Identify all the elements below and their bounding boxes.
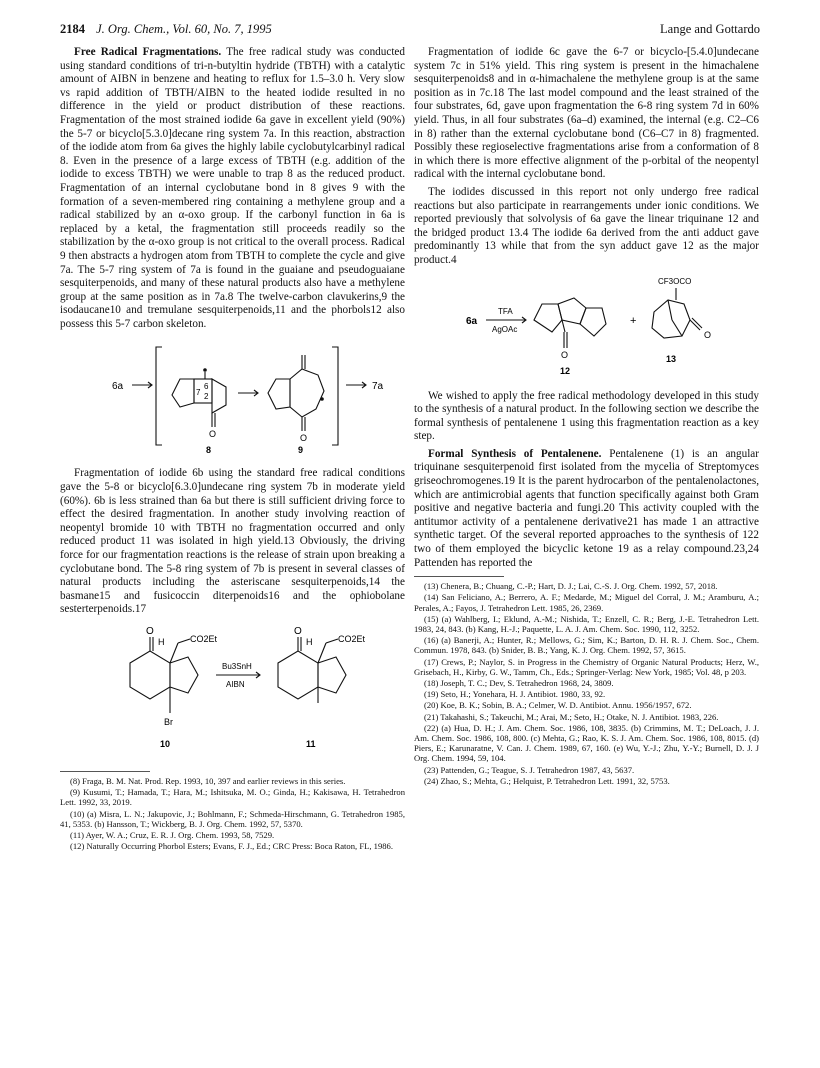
footnote: (15) (a) Wahlberg, I.; Eklund, A.-M.; Nishida, T.; Enzell, C. R.; Berg, J.-E. Tetrahedron Lett. 1983, 24, 843. (b) Kang, H.-J.; Paquette, L. A. J. Am. Chem. Soc. 1990, 112, 3252.: [414, 613, 759, 635]
scheme2-hydrogen-10: H: [158, 637, 165, 647]
compound-label-10: 10: [160, 739, 171, 749]
footnote: (17) Crews, P.; Naylor, S. in Progress in the Chemistry of Organic Natural Products; Herz, W., Grisebach, H., Kirby, G. W., Tamm, Ch., Eds.; Springer-Verlag: New York, 1985; Vol. 48, p 203.: [414, 656, 759, 677]
locant-2: 2: [204, 392, 209, 402]
compound-label-13: 13: [666, 353, 677, 364]
paragraph-6b-fragmentation: Fragmentation of iodide 6b using the standard free radical conditions gave the 5-8 or bicyclo[6.3.0]undecane ring system 7b in moderate yield (60%). 6b is less strained than 6a but there is still sufficient driving force to effect the desired fragmentation. In another study involving reaction of neopentyl bromide 10 with TBTH no fragmentation occurred and only reduced product 11 was isolated in high yield.13 Obviously, the driving force for our fragmentation reactions is the release of strain upon breaking a cyclobutane bond. The 5-8 ring system of 7b is present in several classes of natural products including the asteriscane sesquiterpenoids,14 the basmane15 and fusicoccin diterpenoids16 and the ophiobolane sesterterpenoids.17: [60, 467, 405, 616]
scheme1-oxygen-8: O: [209, 429, 217, 440]
footnote: (16) (a) Banerji, A.; Hunter, R.; Mellows, G.; Sim, K.; Barton, D. H. R. J. Chem. Soc., Chem. Commun. 1978, 843. (b) Snider, B. B.; Yang, K. J. Org. Chem. 1992, 57, 3615.: [414, 635, 759, 656]
section-heading-free-radical: Free Radical Fragmentations.: [74, 46, 222, 58]
journal-citation: J. Org. Chem., Vol. 60, No. 7, 1995: [96, 22, 272, 36]
footnote: (14) San Feliciano, A.; Berrero, A. F.; Medarde, M.; Miguel del Corral, J. M.; Aramburu, A.; Perales, A.; Fayos, J. Tetrahedron Lett. 1985, 26, 2369.: [414, 592, 759, 613]
paragraph-free-radical: [60, 46, 405, 331]
scheme3-trifluoroacetate: CF3OCO: [658, 276, 692, 286]
paragraph-6c-fragmentation: Fragmentation of iodide 6c gave the 6-7 or bicyclo-[5.4.0]undecane system 7c in 51% yield. This ring system is present in the himachalene sesquiterpenoids8 and in α-himachalene the methylene group is at the same position as in 7c.18 The last model compound and the least strained of the four substrates, 6d, gave upon fragmentation the 6-8 ring system 7d in 60% yield. Thus, in all four substrates (6a–d) examined, the internal (e.g. C2–C6 in 8) rather than the external cyclobutane bond (C6–C7 in 8) fragmented. Possibly these regioselective fragmentations arise from a conformation of 8 in which there is more effective alignment of the p-orbital of the neopentyl radical with the internal cyclobutane bond.: [414, 46, 759, 181]
running-authors: Lange and Gottardo: [660, 22, 760, 36]
page-number: 2184: [60, 22, 85, 36]
scheme-neopentyl-reduction: [60, 623, 405, 763]
footnotes-right: [414, 581, 759, 786]
paragraph-pentalenene: [414, 448, 759, 570]
scheme2-reagent-aibn: AIBN: [226, 680, 245, 689]
footnote: (19) Seto, H.; Yonehara, H. J. Antibiot. 1980, 33, 92.: [424, 689, 606, 700]
right-column: [414, 46, 759, 787]
compound-label-11: 11: [306, 739, 316, 749]
footnote: (11) Ayer, W. A.; Cruz, E. R. J. Org. Chem. 1993, 58, 7529.: [70, 830, 275, 841]
footnote: (13) Chenera, B.; Chuang, C.-P.; Hart, D. J.; Lai, C.-S. J. Org. Chem. 1992, 57, 2018.: [424, 581, 718, 592]
compound-label-12: 12: [560, 365, 571, 376]
footnote: (24) Zhao, S.; Mehta, G.; Helquist, P. Tetrahedron Lett. 1991, 32, 5753.: [424, 775, 670, 786]
scheme2-oxygen-10: O: [146, 626, 154, 637]
footnote-rule-left: [60, 771, 150, 772]
scheme3-plus: +: [630, 314, 637, 327]
locant-6: 6: [204, 382, 209, 392]
scheme3-oxygen-13: O: [704, 329, 712, 340]
footnote: (8) Fraga, B. M. Nat. Prod. Rep. 1993, 10, 397 and earlier reviews in this series.: [70, 776, 346, 786]
left-column: [60, 46, 405, 852]
scheme2-ester-10: CO2Et: [190, 634, 218, 644]
footnote-rule-right: [414, 576, 504, 577]
footnote: (23) Pattenden, G.; Teague, S. J. Tetrahedron 1987, 43, 5637.: [424, 764, 635, 775]
scheme2-oxygen-11: O: [294, 626, 302, 637]
footnote: (18) Joseph, T. C.; Dev, S. Tetrahedron 1968, 24, 3809.: [424, 678, 614, 689]
footnote: (12) Naturally Occurring Phorbol Esters; Evans, F. J., Ed.; CRC Press: Boca Raton, FL, 1986.: [70, 841, 393, 852]
paragraph-methodology: We wished to apply the free radical methodology developed in this study to the synthesis of a natural product. In the following section we describe the formal synthesis of pentalenene 1 using this fragmentation reaction as a key step.: [414, 389, 759, 443]
compound-label-8: 8: [206, 445, 212, 456]
scheme2-reagent-tin-hydride: Bu3SnH: [222, 662, 252, 671]
footnote: (20) Koe, B. K.; Sobin, B. A.; Celmer, W. D. Antibiot. Annu. 1956/1957, 672.: [424, 700, 692, 711]
footnote: (22) (a) Hua, D. H.; J. Am. Chem. Soc. 1986, 108, 3835. (b) Crimmins, M. T.; DeLoach, J. J. Am. Chem. Soc. 1986, 108, 800. (c) Mehta, G.; Rao, K. S. J. Am. Chem. Soc. 1986, 108, 8015. (d) Piers, E.; Karunaratne, V. Can. J. Chem. 1989, 67, 160. (e) Wu, Y.-J.; Zhu, Y.-Y.; Burnell, D. J. J Org. Chem. 1994, 59, 104.: [414, 722, 759, 764]
scheme-radical-fragmentation: [60, 337, 405, 459]
paragraph-text: The free radical study was conducted using standard conditions of tri-n-butyltin hydride (TBTH) with a catalytic amount of AIBN in benzene and heating to reflux for 1.5–3.0 h. Very slow vs rapid addition of TBTH/AIBN to the heated iodide resulted in no difference in the yield or product distribution of these reactions. Fragmentation of the most strained iodide 6a gave in excellent yield (90%) the 5-7 or bicyclo[5.3.0]decane ring system 7a. In this reaction, abstraction of the iodide atom from 6a gives the highly labile cyclobutylcarbinyl radical 8. Even in the presence of a large excess of TBTH (e.g. addition of the iodide to excess TBTH) we were unable to trap 8 as the reduced product. Fragmentation of an internal cyclobutane bond in 8 gives 9 with the formation of a seven-membered ring containing a methylene group and a radical stabilized by an α-oxo group. If the carbonyl function in 6a is replaced by a ketal, the fragmentation still proceeds readily so the stabilization by the α-oxo group is not critical to the overall process. Radical 9 then abstracts a hydrogen atom from TBTH to complete the cycle and give 7a. The 5-7 ring system of 7a is found in the guaiane and pseudoguaiane sesquiterpenoids, and many of these natural products also have a methylene group at the same position as in 7a.8 The twelve-carbon clavukerins,9 the isodaucane10 and tremulane sesquiterpenoids,11 and the phorbols12 also possess this 5-7 carbon skeleton.: [60, 46, 405, 330]
page-header: [60, 22, 760, 40]
footnote: (21) Takahashi, S.; Takeuchi, M.; Arai, M.; Seto, H.; Otake, N. J. Antibiot. 1983, 226.: [424, 711, 719, 722]
scheme3-oxygen-12: O: [561, 349, 569, 360]
scheme1-start-label: 6a: [112, 381, 124, 393]
paragraph-text: Pentalenene (1) is an angular triquinane sesquiterpenoid first isolated from the mycelia of Streptomyces griseochromogenes.19 It is the parent hydrocarbon of the pentalenolactones, which are antimicrobial agents that function specifically against both Gram positive and negative bacteria and fungi.20 This activity coupled with the antitumor activity of a pentalenene derivative21 has made 1 an attractive synthetic target. Of the several reported approaches to the synthesis of 122 two of them employed the bicyclic ketone 19 as a relay compound.23,24 Pattenden has reported the: [414, 447, 759, 569]
compound-label-9: 9: [298, 445, 304, 456]
footnote: (10) (a) Misra, L. N.; Jakupovic, J.; Bohlmann, F.; Schmeda-Hirschmann, G. Tetrahedron 1985, 41, 5353. (b) Hansson, T.; Wickberg, B. J. Org. Chem. 1992, 57, 5370.: [60, 808, 405, 829]
locant-7: 7: [196, 388, 201, 398]
scheme1-end-label: 7a: [372, 381, 384, 393]
scheme3-reagent-tfa: TFA: [498, 306, 513, 316]
paragraph-ionic-rearrangement: The iodides discussed in this report not only undergo free radical reactions but also participate in rearrangements under ionic conditions. We reported previously that solvolysis of 6a gave the linear triquinane 12 and the bridged product 13.4 The iodide 6a derived from the anti adduct gave predominantly 13 while that from the syn adduct gave 12 as the major product.4: [414, 185, 759, 266]
scheme2-hydrogen-11: H: [306, 637, 313, 647]
scheme3-reagent-agoac: AgOAc: [492, 324, 518, 334]
footnote: (9) Kusumi, T.; Hamada, T.; Hara, M.; Ishitsuka, M. O.; Ginda, H.; Kakisawa, H. Tetrahedron Lett. 1992, 33, 2019.: [60, 787, 405, 808]
scheme2-ester-11: CO2Et: [338, 634, 366, 644]
footnotes-left: [60, 776, 405, 851]
scheme3-start-label: 6a: [466, 315, 478, 327]
scheme1-oxygen-9: O: [300, 433, 308, 444]
section-heading-pentalenene: Formal Synthesis of Pentalenene.: [428, 447, 602, 460]
scheme2-bromine: Br: [164, 717, 173, 727]
scheme-solvolysis: [414, 274, 759, 382]
